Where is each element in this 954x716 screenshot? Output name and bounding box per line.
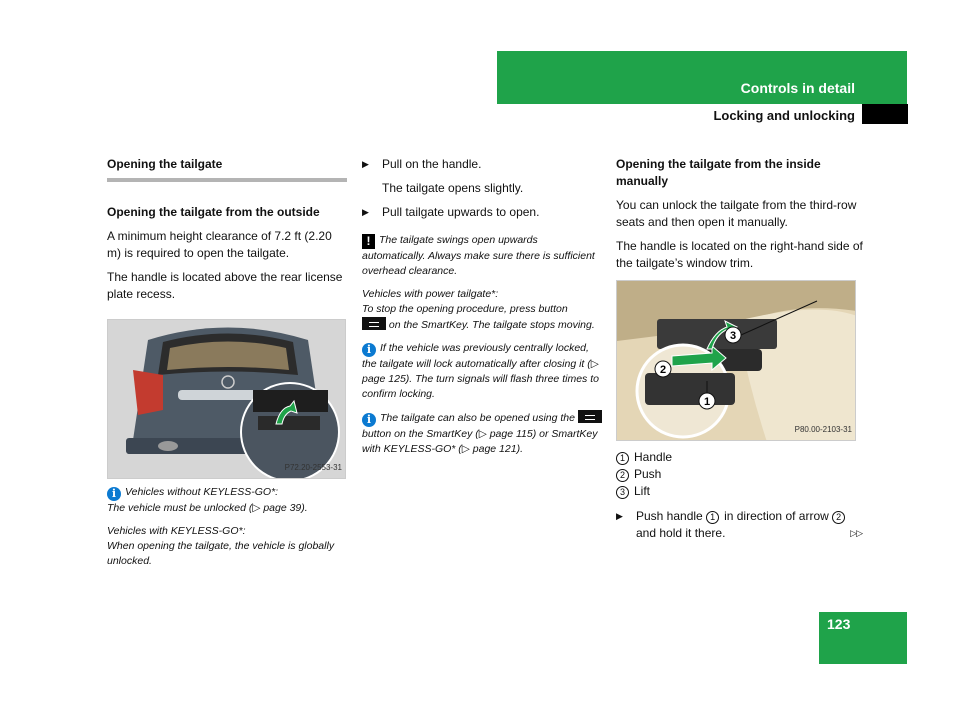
subsection-title-outside: Opening the tailgate from the outside: [107, 205, 320, 219]
step-arrow-icon: ▶: [616, 511, 623, 521]
svg-text:2: 2: [659, 364, 667, 376]
legend-item-push: 2 Push: [616, 466, 866, 483]
step-arrow-icon: ▶: [362, 207, 369, 217]
section-title: Opening the tailgate: [107, 156, 347, 182]
handle-location-paragraph: The handle is located above the rear license plate recess.: [107, 270, 343, 301]
warning-icon: !: [362, 234, 375, 249]
warning-note: ! The tailgate swings open upwards automatically. Always make sure there is sufficient overhead clearance.: [362, 234, 595, 277]
info-smartkey-open: i The tailgate can also be opened using the button on the SmartKey (▷ page 115) or SmartKey with KEYLESS-GO* (▷ page 121).: [362, 410, 602, 457]
third-row-paragraph: You can unlock the tailgate from the third-row seats and then open it manually.: [616, 198, 857, 229]
smartkey-tailgate-button-icon: [578, 410, 602, 423]
step-arrow-icon: ▶: [362, 159, 369, 169]
svg-text:3: 3: [729, 330, 737, 342]
legend-item-lift: 3 Lift: [616, 483, 866, 500]
continue-icon: ▷▷: [850, 528, 862, 538]
page-number: 123: [827, 616, 851, 632]
image-code: P72.20-2553-31: [284, 463, 342, 472]
column-right: [616, 156, 866, 549]
column-left: [107, 156, 347, 577]
number-2-icon: 2: [616, 469, 629, 482]
image-code: P80.00-2103-31: [794, 425, 852, 434]
step-result: The tailgate opens slightly.: [382, 181, 524, 195]
header-black-tab: [862, 104, 908, 124]
header-green-band: [497, 51, 907, 104]
tailgate-outside-photo: [107, 319, 346, 479]
car-rear-illustration: [108, 320, 346, 479]
number-3-icon: 3: [616, 486, 629, 499]
tailgate-inside-photo: [616, 280, 856, 441]
power-tailgate-note: Vehicles with power tailgate*: To stop the opening procedure, press button on the SmartKey. The tailgate stops moving.: [362, 288, 595, 331]
note-with-keyless: Vehicles with KEYLESS-GO*: When opening the tailgate, the vehicle is globally unlocked.: [107, 525, 335, 567]
page-number-box: [819, 612, 907, 664]
info-icon: i: [362, 413, 376, 427]
step-pull-upwards: ▶ Pull tailgate upwards to open.: [362, 205, 540, 219]
column-middle: [362, 156, 602, 465]
number-2-icon: 2: [832, 511, 845, 524]
info-icon: i: [362, 343, 376, 357]
number-1-icon: 1: [616, 452, 629, 465]
svg-text:1: 1: [703, 396, 711, 408]
number-1-icon: 1: [706, 511, 719, 524]
subsection-title-inside: Opening the tailgate from the inside manually: [616, 157, 821, 188]
note-without-keyless: i Vehicles without KEYLESS-GO*: The vehicle must be unlocked (▷ page 39).: [107, 486, 308, 514]
step-pull-handle: ▶ Pull on the handle.: [362, 157, 482, 171]
info-icon: i: [107, 487, 121, 501]
legend-item-handle: 1 Handle: [616, 449, 866, 466]
height-clearance-paragraph: A minimum height clearance of 7.2 ft (2.20 m) is required to open the tailgate.: [107, 229, 332, 260]
smartkey-tailgate-button-icon: [362, 317, 386, 330]
step-push-handle: ▶ Push handle 1 in direction of arrow 2and hold it there. ▷▷: [616, 509, 862, 540]
handle-trim-paragraph: The handle is located on the right-hand side of the tailgate’s window trim.: [616, 239, 863, 270]
chapter-title: Controls in detail: [740, 80, 855, 96]
section-subtitle: Locking and unlocking: [713, 108, 855, 123]
interior-illustration: [617, 281, 856, 441]
info-central-lock: i If the vehicle was previously centrally locked, the tailgate will lock automatically after closing it (▷ page 125). The turn signals will flash three times to confirm locking.: [362, 342, 599, 400]
